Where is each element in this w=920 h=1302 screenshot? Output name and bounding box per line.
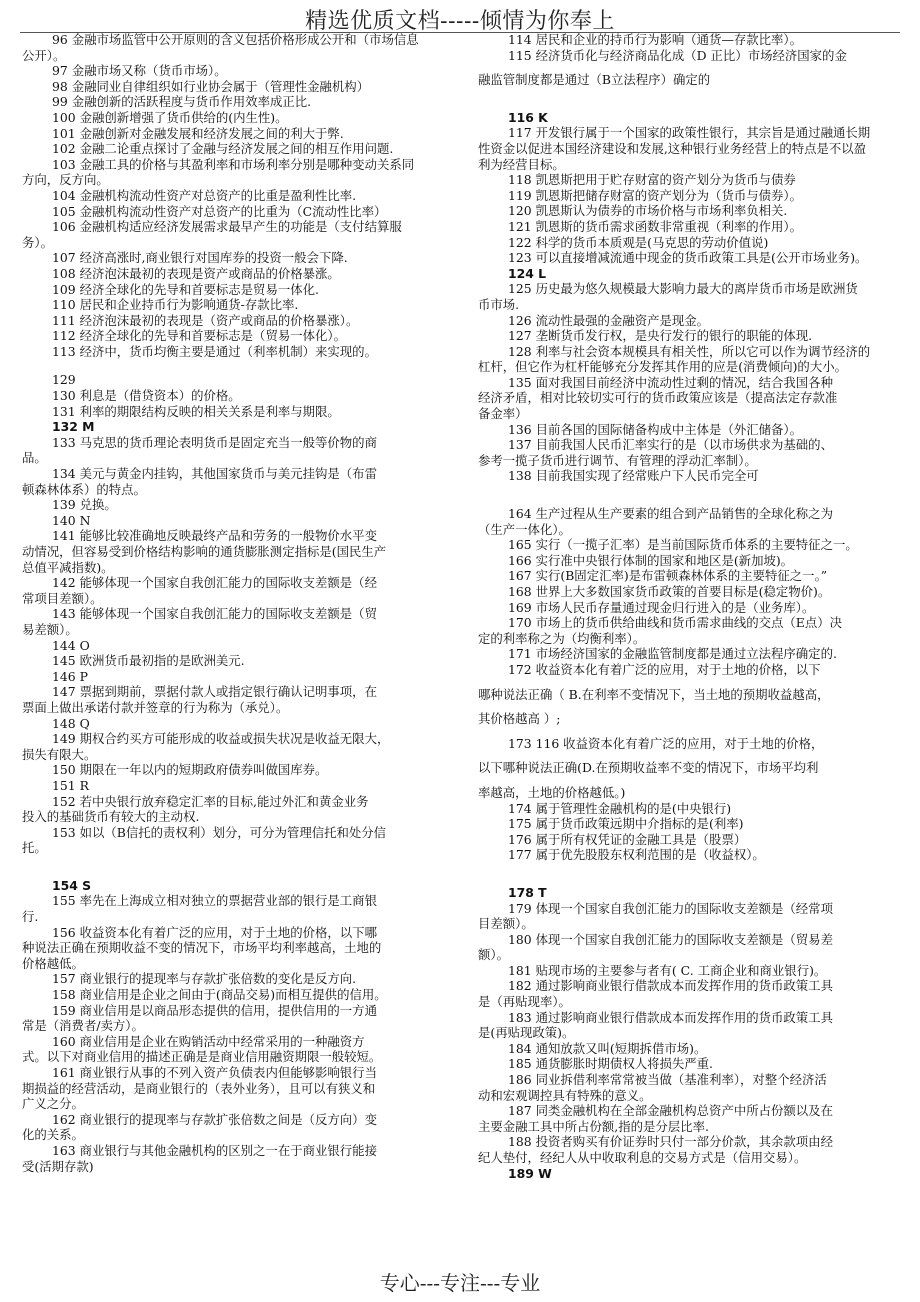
text-line: 112 经济全球化的先导和首要标志是（贸易一体化）。	[52, 328, 346, 344]
text-line: 178 T	[508, 884, 547, 900]
text-line: 150 期限在一年以内的短期政府债券叫做国库券。	[52, 762, 328, 778]
text-line: 163 商业银行与其他金融机构的区别之一在于商业银行能接	[52, 1142, 377, 1158]
text-line: 易差额）。	[22, 621, 78, 637]
text-line: 107 经济高涨时,商业银行对国库券的投资一般会下降.	[52, 250, 348, 266]
text-line: 123 可以直接增减流通中现金的货币政策工具是(公开市场业务)。	[508, 250, 868, 266]
text-line: 投入的基础货币有较大的主动权.	[22, 809, 200, 825]
text-line: 117 开发银行属于一个国家的政策性银行，其宗旨是通过融通长期	[508, 125, 871, 141]
text-line: 156 收益资本化有着广泛的应用，对于土地的价格，以下哪	[52, 924, 377, 940]
text-line: 行.	[22, 909, 39, 925]
text-line: 183 通过影响商业银行借款成本而发挥作用的货币政策工具	[508, 1009, 833, 1025]
text-line: 124 L	[508, 265, 547, 281]
text-line: 161 商业银行从事的不列入资产负债表内但能够影响银行当	[52, 1065, 377, 1080]
text-line: 融监管制度都是通过（B立法程序）确定的	[478, 72, 711, 88]
text-line: 100 金融创新增强了货币供给的(内生性)。	[52, 109, 288, 125]
text-line: 108 经济泡沫最初的表现是资产或商品的价格暴涨。	[52, 265, 340, 281]
text-line: 172 收益资本化有着广泛的应用，对于土地的价格，以下	[508, 661, 821, 677]
text-line: 备金率）	[478, 406, 528, 422]
text-line: 157 商业银行的提现率与存款扩张倍数的变化是反方向.	[52, 971, 357, 987]
text-line: 133 马克思的货币理论表明货币是固定充当一般等价物的商	[52, 434, 377, 450]
text-line: 102 金融二论重点探讨了金融与经济发展之间的相互作用问题.	[52, 141, 394, 157]
text-line: （生产一体化）。	[478, 521, 571, 537]
text-line: 127 垄断货币发行权，是央行发行的银行的职能的体现.	[508, 328, 813, 344]
text-line: 纪人垫付，经纪人从中收取利息的交易方式是（信用交易）。	[478, 1150, 807, 1165]
text-line: 化的关系。	[22, 1127, 84, 1143]
text-line: 101 金融创新对金融发展和经济发展之间的利大于弊.	[52, 125, 344, 141]
text-line: 是(再贴现政策)。	[478, 1025, 575, 1041]
text-line: 价格越低。	[22, 955, 84, 971]
text-line: 111 经济泡沫最初的表现是（资产或商品的价格暴涨）。	[52, 312, 359, 328]
text-line: 180 体现一个国家自我创汇能力的国际收支差额是（贸易差	[508, 931, 833, 947]
text-line: 广义之分。	[22, 1096, 84, 1112]
text-line: 171 市场经济国家的金融监管制度都是通过立法程序确定的.	[508, 646, 837, 662]
text-line: 务）。	[22, 234, 53, 250]
text-line: 109 经济全球化的先导和首要标志是贸易一体化.	[52, 281, 319, 297]
text-line: 公开）。	[22, 47, 66, 63]
text-line: 176 属于所有权凭证的金融工具是（股票）	[508, 831, 747, 847]
page-footer: 专心---专注---专业	[379, 1271, 541, 1295]
text-line: 164 生产过程从生产要素的组合到产品销售的全球化称之为	[508, 506, 833, 522]
text-line: 杠杆，但它作为杠杆能够充分发挥其作用的应是(消费倾向)的大小。	[478, 359, 847, 375]
text-line: 166 实行准中央银行体制的国家和地区是(新加坡)。	[508, 552, 794, 568]
text-line: 动和宏观调控具有特殊的意义。	[478, 1087, 652, 1103]
text-line: 率越高，土地的价格越低。)	[478, 784, 626, 800]
text-line: 额）。	[478, 947, 509, 963]
text-line: 174 属于管理性金融机构的是(中央银行)	[508, 800, 732, 816]
text-line: 104 金融机构流动性资产对总资产的比重是盈利性比率.	[52, 187, 357, 203]
text-line: 139 兑换。	[52, 497, 117, 513]
text-line: 134 美元与黄金内挂钩，其他国家货币与美元挂钩是（布雷	[52, 466, 377, 482]
text-line: 113 经济中，货币均衡主要是通过（利率机制）来实现的。	[52, 343, 377, 359]
text-line: 147 票据到期前，票据付款人或指定银行确认记明事项，在	[52, 684, 377, 700]
text-line: 99 金融创新的活跃程度与货币作用效率成正比.	[52, 94, 312, 110]
text-line: 96 金融市场监管中公开原则的含义包括价格形成公开和（市场信息	[52, 32, 419, 47]
text-line: 方向，反方向。	[22, 172, 109, 188]
text-line: 153 如以（B信托的责权利）划分，可分为管理信托和处分信	[52, 824, 387, 840]
text-line: 162 商业银行的提现率与存款扩张倍数之间是（反方向）变	[52, 1111, 377, 1127]
text-line: 179 体现一个国家自我创汇能力的国际收支差额是（经常项	[508, 900, 833, 916]
text-line: 146 P	[52, 668, 88, 684]
text-line: 定的利率称之为（均衡利率）。	[478, 630, 646, 646]
text-line: 167 实行(B固定汇率)是布雷顿森林体系的主要特征之一。”	[508, 568, 828, 584]
right-column	[478, 32, 915, 1181]
text-line: 经济矛盾，相对比较切实可行的货币政策应该是（提高法定存款准	[478, 390, 838, 406]
text-line: 189 W	[508, 1165, 552, 1181]
text-line: 151 R	[52, 777, 89, 793]
text-line: 168 世界上大多数国家货币政策的首要目标是(稳定物价)。	[508, 584, 831, 599]
text-line: 其价格越高 ）;	[478, 711, 561, 727]
text-line: 损失有限大。	[22, 746, 97, 762]
text-line: 常项目差额）。	[22, 590, 103, 606]
text-line: 136 目前各国的国际储备构成中主体是（外汇储备）。	[508, 421, 802, 437]
page-header: 精选优质文档-----倾情为你奉上	[305, 9, 615, 34]
text-line: 144 O	[52, 637, 90, 653]
text-line: 141 能够比较准确地反映最终产品和劳务的一般物价水平变	[52, 528, 377, 544]
text-line: 135 面对我国目前经济中流动性过剩的情况，结合我国各种	[508, 374, 833, 390]
text-line: 是（再贴现率）。	[478, 994, 571, 1010]
text-line: 126 流动性最强的金融资产是现金。	[508, 312, 710, 328]
text-line: 177 属于优先股股东权利范围的是（收益权）。	[508, 847, 765, 863]
text-line: 114 居民和企业的持币行为影响（通货—存款比率）。	[508, 32, 802, 47]
text-line: 105 金融机构流动性资产对总资产的比重为（C流动性比率）	[52, 203, 387, 219]
text-line: 138 目前我国实现了经常账户下人民币完全可	[508, 468, 759, 484]
text-line: 175 属于货币政策远期中介指标的是(利率)	[508, 816, 744, 832]
text-line: 动情况，但容易受到价格结构影响的通货膨胀测定指标是(国民生产	[22, 544, 387, 559]
text-line: 143 能够体现一个国家自我创汇能力的国际收支差额是（贸	[52, 606, 377, 622]
text-line: 155 率先在上海成立相对独立的票据营业部的银行是工商银	[52, 893, 377, 909]
text-line: 125 历史最为悠久规模最大影响力最大的离岸货币市场是欧洲货	[508, 281, 858, 297]
text-line: 181 贴现市场的主要参与者有( C. 工商企业和商业银行)。	[508, 962, 827, 978]
text-line: 140 N	[52, 512, 91, 528]
text-line: 145 欧洲货币最初指的是欧洲美元.	[52, 653, 245, 669]
text-line: 169 市场人民币存量通过现金归行进入的是（业务库）。	[508, 599, 815, 615]
text-line: 118 凯恩斯把用于贮存财富的资产划分为货币与债券	[508, 172, 796, 188]
text-line: 116 K	[508, 109, 548, 125]
text-line: 120 凯恩斯认为债券的市场价格与市场利率负相关.	[508, 203, 788, 219]
text-line: 128 利率与社会资本规模具有相关性，所以它可以作为调节经济的	[508, 343, 871, 359]
text-line: 115 经济货币化与经济商品化成（D 正比）市场经济国家的金	[508, 47, 847, 63]
text-line: 160 商业信用是企业在购销活动中经常采用的一种融资方	[52, 1033, 365, 1049]
left-column	[22, 32, 476, 1174]
text-line: 103 金融工具的价格与其盈利率和市场利率分别是哪种变动关系同	[52, 156, 415, 172]
text-line: 以下哪种说法正确(D.在预期收益率不变的情况下，市场平均利	[478, 760, 819, 776]
text-line: 142 能够体现一个国家自我创汇能力的国际收支差额是（经	[52, 575, 377, 591]
text-line: 币市场.	[478, 296, 520, 312]
text-line: 158 商业信用是企业之间由于(商品交易)而相互提供的信用。	[52, 987, 387, 1003]
text-line: 式。以下对商业信用的描述正确是是商业信用融资期限一般较短。	[22, 1049, 382, 1065]
text-line: 170 市场上的货币供给曲线和货币需求曲线的交点（E点）决	[508, 615, 843, 631]
text-line: 种说法正确在预期收益不变的情况下，市场平均利率越高，土地的	[22, 940, 382, 956]
text-line: 利为经营目标。	[478, 156, 565, 172]
text-line: 常是（消费者/卖方）。	[22, 1018, 144, 1034]
text-line: 主要金融工具中所占份额,指的是分层比率.	[478, 1118, 709, 1134]
text-line: 托。	[22, 840, 47, 856]
text-line: 总值平减指数)。	[22, 559, 114, 575]
text-line: 票面上做出承诺付款并签章的行为称为（承兑）。	[22, 699, 289, 715]
text-line: 性资金以促进本国经济建设和发展,这种银行业务经营上的特点是不以盈	[478, 140, 867, 156]
text-line: 185 通货膨胀时期债权人将损失严重.	[508, 1056, 713, 1072]
text-line: 186 同业拆借利率常常被当做（基准利率），对整个经济活	[508, 1072, 827, 1088]
text-line: 121 凯恩斯的货币需求函数非常重视（利率的作用）。	[508, 218, 802, 234]
text-line: 参考一揽子货币进行调节、有管理的浮动汇率制）。	[478, 452, 757, 468]
text-line: 159 商业信用是以商品形态提供的信用，提供信用的一方通	[52, 1002, 377, 1018]
text-line: 97 金融市场又称（货币市场）。	[52, 63, 227, 79]
text-line: 188 投资者购买有价证券时只付一部分价款，其余款项由经	[508, 1134, 833, 1150]
text-line: 182 通过影响商业银行借款成本而发挥作用的货币政策工具	[508, 978, 833, 994]
text-line: 165 实行（一揽子汇率）是当前国际货币体系的主要特征之一。	[508, 537, 858, 553]
text-line: 187 同类金融机构在全部金融机构总资产中所占份额以及在	[508, 1103, 833, 1119]
text-line: 132 M	[52, 419, 95, 435]
text-line: 受(活期存款)	[22, 1158, 94, 1174]
text-line: 122 科学的货币本质观是(马克思的劳动价值说)	[508, 234, 769, 250]
text-line: 149 期权合约买方可能形成的收益或损失状况是收益无限大，	[52, 731, 390, 747]
text-line: 119 凯恩斯把储存财富的资产划分为（货币与债券）。	[508, 187, 802, 203]
text-line: 129	[52, 372, 76, 388]
text-line: 106 金融机构适应经济发展需求最早产生的功能是（支付结算服	[52, 219, 402, 235]
text-line: 184 通知放款又叫(短期拆借市场)。	[508, 1040, 707, 1056]
text-line: 目差额）。	[478, 916, 534, 932]
text-line: 期损益的经营活动，是商业银行的（表外业务），且可以有狭义和	[22, 1080, 376, 1096]
text-line: 137 目前我国人民币汇率实行的是（以市场供求为基础的、	[508, 437, 833, 453]
text-line: 173 116 收益资本化有着广泛的应用，对于土地的价格，	[508, 735, 824, 751]
text-line: 154 S	[52, 877, 92, 893]
text-line: 98 金融同业自律组织如行业协会属于（管理性金融机构）	[52, 78, 370, 94]
text-line: 品。	[22, 450, 47, 466]
text-line: 130 利息是（借贷资本）的价格。	[52, 388, 241, 404]
text-line: 148 Q	[52, 715, 90, 731]
text-line: 哪种说法正确（ B.在利率不变情况下，当土地的预期收益越高，	[478, 686, 830, 702]
text-line: 110 居民和企业持币行为影响通货-存款比率.	[52, 297, 299, 313]
text-line: 152 若中央银行放弃稳定汇率的目标,能过外汇和黄金业务	[52, 793, 369, 809]
text-line: 131 利率的期限结构反映的相关关系是利率与期限。	[52, 403, 340, 419]
text-line: 顿森林体系）的特点。	[22, 481, 146, 497]
